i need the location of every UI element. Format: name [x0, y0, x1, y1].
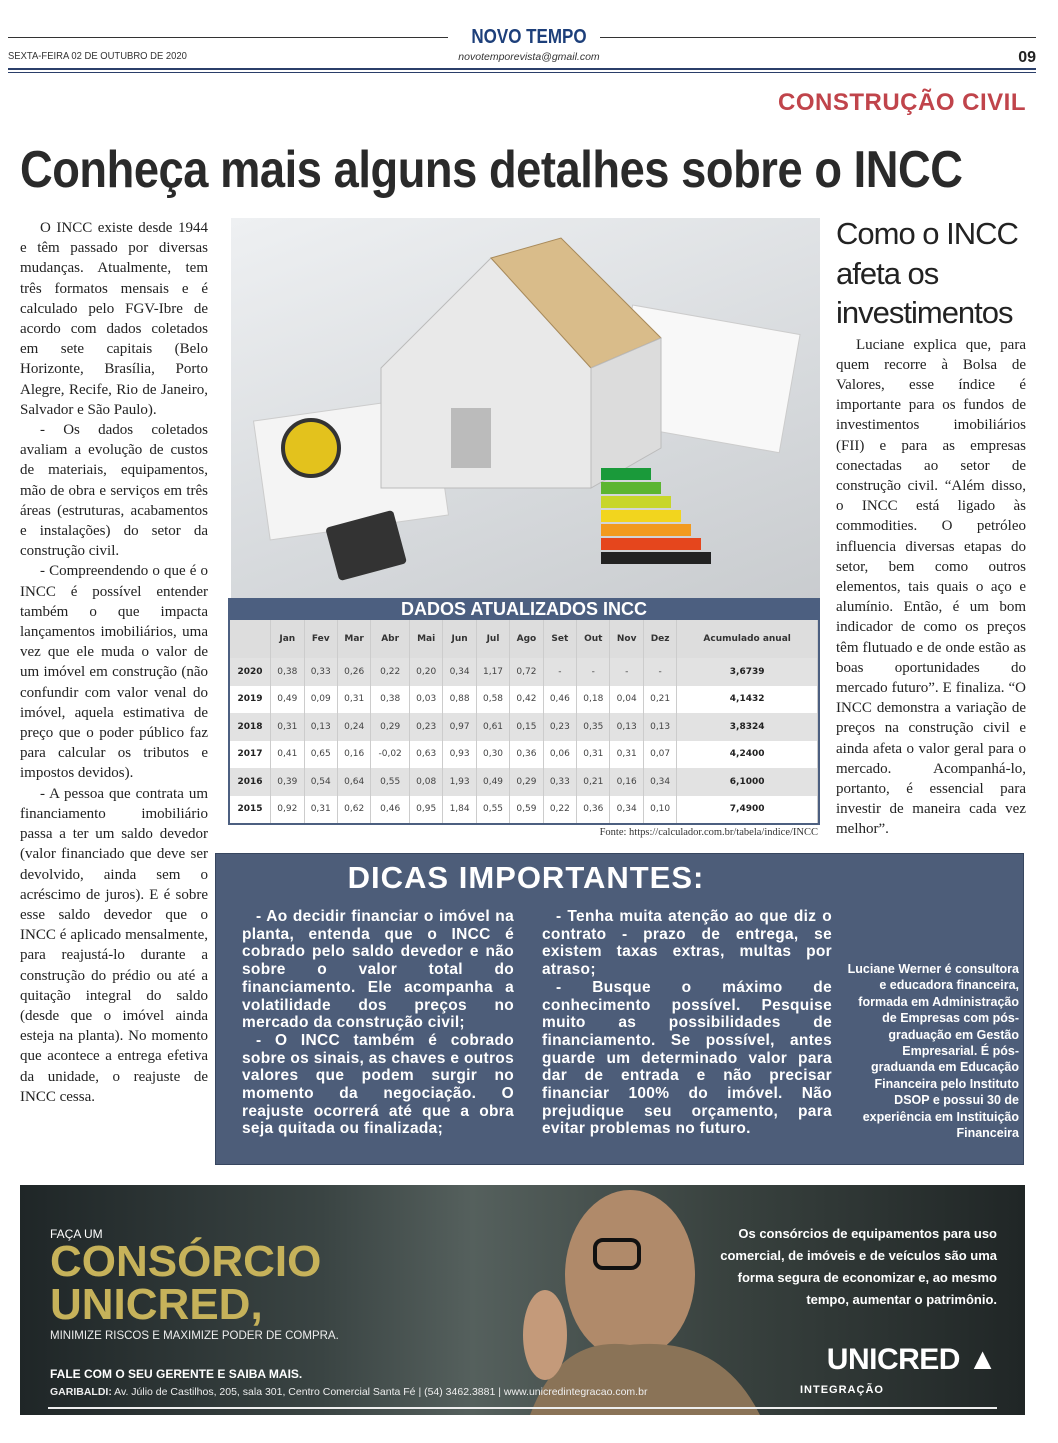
- ad-cta: FALE COM O SEU GERENTE E SAIBA MAIS.: [50, 1367, 303, 1381]
- value-cell: 0,65: [304, 741, 337, 769]
- value-cell: 0,97: [443, 713, 476, 741]
- ad-tagline: MINIMIZE RISCOS E MAXIMIZE PODER DE COMPRA.: [50, 1330, 339, 1342]
- paragraph: - Compreendendo o que é o INCC é possível entender também o que impacta lançamentos imobiliários, uma vez que ele muda o valor de um imóvel em construção (não confundir com valor venal do imóvel, aquela estimativa de preço que o poder público faz para calcular os tributos e impostos devidos).: [20, 563, 208, 782]
- tips-title: DICAS IMPORTANTES:: [347, 860, 705, 895]
- paragraph: O INCC existe desde 1944 e têm passado por diversas mudanças. Atualmente, tem três formatos mensais e é calculado pelo FGV-Ibre de acordo com dados coletados em sete capitais (Belo Horizonte, Brasília, Porto Alegre, Recife, Rio de Janeiro, Salvador e São Paulo).: [20, 220, 208, 418]
- table-row: [230, 658, 818, 686]
- value-cell: 0,20: [409, 658, 442, 686]
- paragraph: Luciane explica que, para quem recorre à Bolsa de Valores, esse índice é importante para os fundos de investimentos imobiliários (FII) e para as empresas conectadas ao setor de construção civil. “Além disso, o INCC está ligado às commodities. O petróleo influencia diversas etapas do setor, bem como outros elementos, tais quais o aço e alumínio. Então, é um bom indicador de como os preços têm flutuado e de onde estão as boas oportunidades do mercado futuro”. E finaliza. “O INCC demonstra a variação de preços na construção civil e ainda afeta o valor geral para o mercado. Acompanhá-lo, portanto, é essencial para investir de maneira cada vez melhor”.: [836, 336, 1026, 838]
- value-cell: 0,49: [271, 686, 304, 714]
- value-cell: 0,92: [271, 796, 304, 824]
- right-column: [836, 214, 1026, 840]
- value-cell: -: [577, 658, 610, 686]
- column-header: Jul: [476, 620, 509, 658]
- ad-city: GARIBALDI:: [50, 1386, 112, 1398]
- house-illustration: [231, 218, 820, 598]
- value-cell: 0,31: [577, 741, 610, 769]
- value-cell: 0,21: [577, 768, 610, 796]
- value-cell: 0,13: [304, 713, 337, 741]
- incc-data-table: [230, 620, 818, 823]
- header-double-rule: [8, 68, 1036, 73]
- value-cell: 0,72: [510, 658, 543, 686]
- ad-rule: [48, 1407, 997, 1409]
- value-cell: 0,26: [337, 658, 370, 686]
- column-header: Dez: [643, 620, 676, 658]
- value-cell: 0,16: [610, 768, 643, 796]
- value-cell: 0,55: [371, 768, 410, 796]
- paragraph: - A pessoa que contrata um financiamento imobiliário passa a ter um saldo devedor (valor financiado que deve ser devolvido, ainda sem o acréscimo de juros). E é sobre esse saldo devedor que o INCC é aplicado mensalmente, para reajustá-lo durante a construção do prédio ou até a quitação integral do saldo (desde que o imóvel ainda esteja na planta). No momento que acontece a entrega efetiva da unidade, o reajuste de INCC cessa.: [20, 785, 208, 1105]
- value-cell: 0,29: [371, 713, 410, 741]
- column-header: Acumulado anual: [677, 620, 818, 658]
- unicred-logo: [827, 1343, 997, 1377]
- value-cell: 0,36: [510, 741, 543, 769]
- tip: - Tenha muita atenção ao que diz o contrato - prazo de entrega, se existem taxas extras, multas por atraso;: [542, 908, 832, 979]
- value-cell: 0,15: [510, 713, 543, 741]
- house-construction-photo: [231, 218, 820, 598]
- column-header: Out: [577, 620, 610, 658]
- value-cell: 0,33: [304, 658, 337, 686]
- ad-address: [50, 1386, 647, 1398]
- value-cell: 0,13: [643, 713, 676, 741]
- value-cell: -0,02: [371, 741, 410, 769]
- value-cell: 0,22: [371, 658, 410, 686]
- table-title: DADOS ATUALIZADOS INCC: [230, 598, 818, 620]
- tip: - O INCC também é cobrado sobre os sinais, as chaves e outros valores que podem surgir no momento da negociação. O reajuste ocorrerá até que a obra seja quitada ou finalizada;: [242, 1031, 514, 1138]
- table-row: [230, 741, 818, 769]
- tips-column-1: [242, 908, 514, 1138]
- value-cell: 0,58: [476, 686, 509, 714]
- table-source: Fonte: https://calculador.com.br/tabela/indice/INCC: [599, 827, 818, 838]
- accumulated-cell: 4,2400: [677, 741, 818, 769]
- ad-address-text: Av. Júlio de Castilhos, 205, sala 301, Centro Comercial Santa Fé | (54) 3462.3881 | www.unicredintegracao.com.br: [114, 1386, 648, 1398]
- issue-date: SEXTA-FEIRA 02 DE OUTUBRO DE 2020: [8, 50, 187, 62]
- ad-copy: Os consórcios de equipamentos para uso comercial, de imóveis e de veículos são uma forma segura de economizar e, ao mesmo tempo, aumentar o patrimônio.: [720, 1226, 997, 1307]
- value-cell: 0,34: [643, 768, 676, 796]
- value-cell: 0,16: [337, 741, 370, 769]
- value-cell: 0,22: [543, 796, 576, 824]
- value-cell: -: [610, 658, 643, 686]
- value-cell: 0,21: [643, 686, 676, 714]
- value-cell: 0,93: [443, 741, 476, 769]
- logo-mark-icon: ▲: [967, 1343, 997, 1376]
- value-cell: 0,41: [271, 741, 304, 769]
- value-cell: 0,08: [409, 768, 442, 796]
- tips-column-2: [542, 908, 832, 1138]
- table-row: [230, 796, 818, 824]
- value-cell: 0,55: [476, 796, 509, 824]
- column-header: Mar: [337, 620, 370, 658]
- value-cell: 0,34: [443, 658, 476, 686]
- headline: Conheça mais alguns detalhes sobre o INCC: [20, 141, 963, 199]
- value-cell: 0,31: [610, 741, 643, 769]
- paragraph: - Os dados coletados avaliam a evolução de custos de materiais, equipamentos, mão de obra e serviços em três áreas (estruturas, acabamentos e instalações) do setor da construção civil.: [20, 422, 208, 560]
- value-cell: 0,38: [371, 686, 410, 714]
- tip: - Ao decidir financiar o imóvel na planta, entenda que o INCC é cobrado pelo saldo devedor e não sobre o valor total do financiamento. Ele acompanha a volatilidade dos preços no mercado da construção civil;: [242, 908, 514, 1032]
- accumulated-cell: 7,4900: [677, 796, 818, 824]
- column-header: Jun: [443, 620, 476, 658]
- section-title: CONSTRUÇÃO CIVIL: [778, 89, 1026, 116]
- accumulated-cell: 3,6739: [677, 658, 818, 686]
- year-cell: 2020: [230, 658, 271, 686]
- table-row: [230, 768, 818, 796]
- column-header: [230, 620, 271, 658]
- value-cell: 0,38: [271, 658, 304, 686]
- year-cell: 2016: [230, 768, 271, 796]
- year-cell: 2019: [230, 686, 271, 714]
- value-cell: 1,17: [476, 658, 509, 686]
- value-cell: 0,31: [271, 713, 304, 741]
- value-cell: 0,23: [543, 713, 576, 741]
- column-header: Jan: [271, 620, 304, 658]
- value-cell: 0,64: [337, 768, 370, 796]
- value-cell: -: [643, 658, 676, 686]
- table-row: [230, 686, 818, 714]
- logo-subtitle: INTEGRAÇÃO: [800, 1384, 884, 1396]
- column-header: Fev: [304, 620, 337, 658]
- value-cell: -: [543, 658, 576, 686]
- column-header: Nov: [610, 620, 643, 658]
- column-header: Set: [543, 620, 576, 658]
- column-header: Ago: [510, 620, 543, 658]
- author-bio: Luciane Werner é consultora e educadora financeira, formada em Administração de Empresas com pós-graduação em Gestão Empresarial. É pós-graduanda em Educação Financeira pelo Instituto DSOP e possui 30 de experiência em Instituição Financeira: [847, 962, 1019, 1141]
- value-cell: 0,36: [577, 796, 610, 824]
- year-cell: 2017: [230, 741, 271, 769]
- logo-text: UNICRED: [826, 1343, 960, 1376]
- value-cell: 0,95: [409, 796, 442, 824]
- value-cell: 0,29: [510, 768, 543, 796]
- value-cell: 0,23: [409, 713, 442, 741]
- value-cell: 0,31: [337, 686, 370, 714]
- value-cell: 1,84: [443, 796, 476, 824]
- unicred-advertisement[interactable]: [20, 1185, 1025, 1415]
- value-cell: 0,88: [443, 686, 476, 714]
- value-cell: 0,34: [610, 796, 643, 824]
- tip: - Busque o máximo de conhecimento possível. Pesquise muito as possibilidades de financiamento. Se possível, antes guarde um determinado valor para dar de entrada e não precisar financiar 100% do imóvel. Não prejudique seu orçamento, para evitar problemas no futuro.: [542, 978, 832, 1138]
- subheading: Como o INCC afeta os investimentos: [836, 216, 1018, 330]
- accumulated-cell: 4,1432: [677, 686, 818, 714]
- column-header: Abr: [371, 620, 410, 658]
- value-cell: 0,63: [409, 741, 442, 769]
- value-cell: 0,59: [510, 796, 543, 824]
- value-cell: 0,03: [409, 686, 442, 714]
- value-cell: 0,30: [476, 741, 509, 769]
- ad-kicker: FAÇA UM: [50, 1227, 103, 1241]
- value-cell: 0,54: [304, 768, 337, 796]
- value-cell: 0,62: [337, 796, 370, 824]
- page-number: 09: [1018, 49, 1036, 66]
- value-cell: 0,33: [543, 768, 576, 796]
- newspaper-title: NOVO TEMPO: [471, 26, 587, 48]
- column-header: Mai: [409, 620, 442, 658]
- value-cell: 0,04: [610, 686, 643, 714]
- value-cell: 0,35: [577, 713, 610, 741]
- table-row: [230, 713, 818, 741]
- value-cell: 0,31: [304, 796, 337, 824]
- value-cell: 0,06: [543, 741, 576, 769]
- accumulated-cell: 6,1000: [677, 768, 818, 796]
- accumulated-cell: 3,8324: [677, 713, 818, 741]
- left-column: [20, 218, 208, 1107]
- year-cell: 2015: [230, 796, 271, 824]
- value-cell: 0,09: [304, 686, 337, 714]
- value-cell: 0,49: [476, 768, 509, 796]
- contact-email: novotemporevista@gmail.com: [458, 51, 600, 63]
- value-cell: 0,42: [510, 686, 543, 714]
- value-cell: 0,18: [577, 686, 610, 714]
- year-cell: 2018: [230, 713, 271, 741]
- ad-brand-line1: CONSÓRCIO: [50, 1237, 322, 1286]
- value-cell: 0,10: [643, 796, 676, 824]
- value-cell: 0,46: [371, 796, 410, 824]
- value-cell: 0,24: [337, 713, 370, 741]
- value-cell: 0,46: [543, 686, 576, 714]
- tips-box: [215, 853, 1024, 1165]
- value-cell: 0,07: [643, 741, 676, 769]
- value-cell: 0,61: [476, 713, 509, 741]
- value-cell: 0,39: [271, 768, 304, 796]
- incc-table: [228, 598, 820, 825]
- value-cell: 1,93: [443, 768, 476, 796]
- right-column-text: [836, 335, 1026, 840]
- value-cell: 0,13: [610, 713, 643, 741]
- ad-brand-line2: UNICRED,: [50, 1280, 263, 1329]
